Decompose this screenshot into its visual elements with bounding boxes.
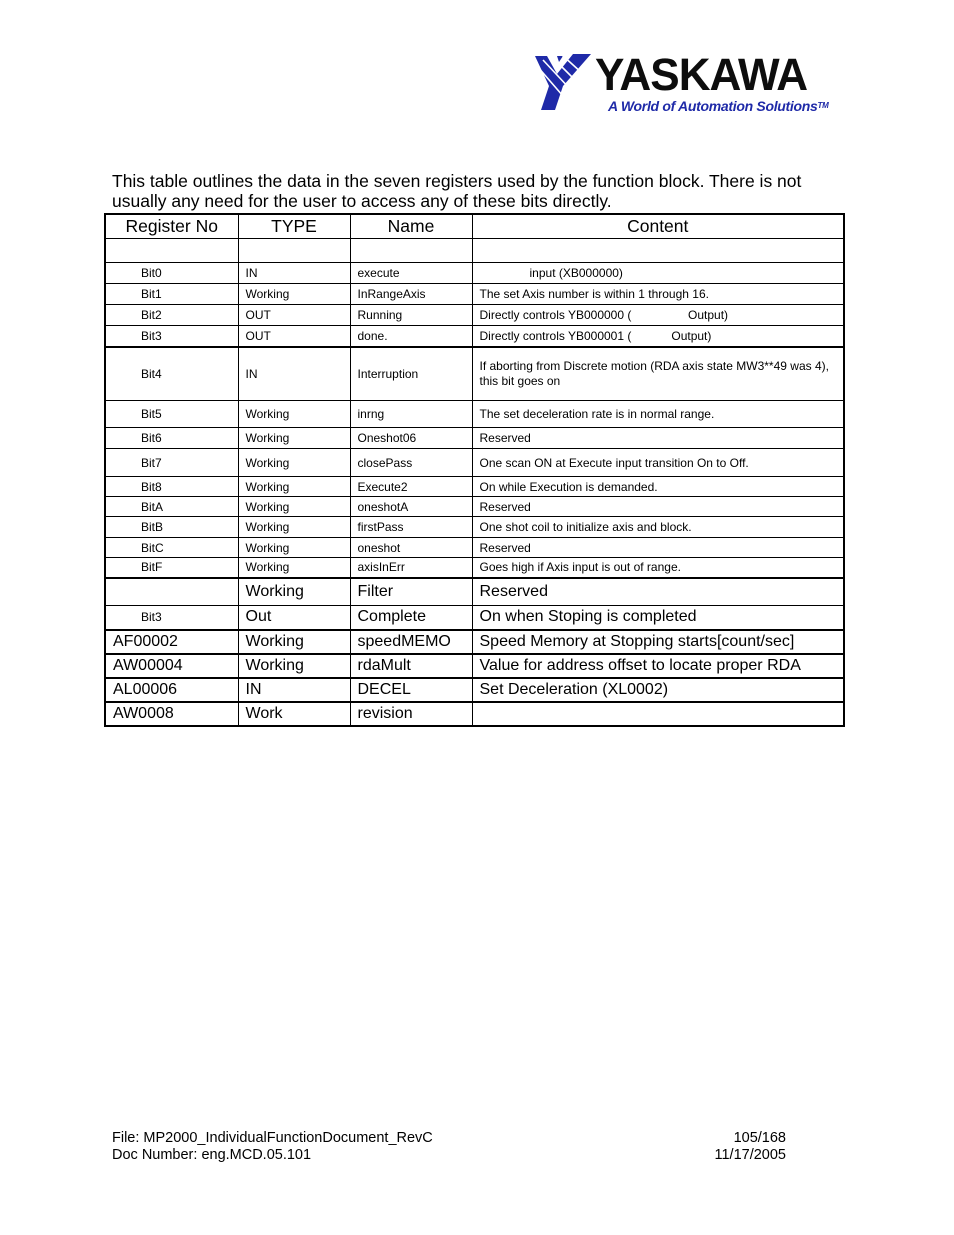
cell-register: AW0008	[105, 702, 238, 726]
cell-register: BitC	[105, 538, 238, 558]
cell-type: Working	[238, 284, 350, 305]
cell-content	[472, 239, 844, 263]
table-row	[105, 497, 844, 517]
cell-register	[105, 239, 238, 263]
cell-content: Goes high if Axis input is out of range.	[472, 558, 844, 578]
footer-file-name: File: MP2000_IndividualFunctionDocument_RevC	[112, 1130, 433, 1146]
cell-name: oneshotA	[350, 497, 472, 517]
cell-register: Bit3	[105, 326, 238, 347]
cell-content: Directly controls YB000001 ( Output)	[472, 326, 844, 347]
cell-register: Bit3	[105, 606, 238, 630]
trademark-mark: TM	[817, 101, 829, 110]
cell-name: oneshot	[350, 538, 472, 558]
cell-name: Oneshot06	[350, 428, 472, 449]
cell-register: Bit5	[105, 401, 238, 428]
header-register-no: Register No	[105, 214, 238, 239]
cell-type: OUT	[238, 305, 350, 326]
yaskawa-logo	[533, 49, 829, 118]
table-row	[105, 578, 844, 606]
header-content: Content	[472, 214, 844, 239]
cell-content: input (XB000000)	[472, 263, 844, 284]
cell-type: Work	[238, 702, 350, 726]
table-row	[105, 326, 844, 347]
table-row	[105, 630, 844, 654]
table-row	[105, 347, 844, 401]
cell-register: Bit7	[105, 449, 238, 477]
cell-type: OUT	[238, 326, 350, 347]
cell-name: axisInErr	[350, 558, 472, 578]
cell-register	[105, 578, 238, 606]
table-row	[105, 702, 844, 726]
cell-content: One scan ON at Execute input transition On to Off.	[472, 449, 844, 477]
cell-register: AL00006	[105, 678, 238, 702]
cell-type: IN	[238, 678, 350, 702]
table-row	[105, 239, 844, 263]
cell-type: Working	[238, 428, 350, 449]
table-row	[105, 654, 844, 678]
cell-type: Working	[238, 538, 350, 558]
cell-type: Working	[238, 449, 350, 477]
cell-type	[238, 239, 350, 263]
cell-content: On while Execution is demanded.	[472, 477, 844, 497]
cell-type: IN	[238, 263, 350, 284]
cell-name: Complete	[350, 606, 472, 630]
table-row	[105, 401, 844, 428]
cell-content: Reserved	[472, 578, 844, 606]
register-table	[104, 213, 845, 727]
cell-content: Value for address offset to locate proper RDA	[472, 654, 844, 678]
table-row	[105, 428, 844, 449]
cell-content: Reserved	[472, 538, 844, 558]
cell-name: Filter	[350, 578, 472, 606]
footer-doc-number: Doc Number: eng.MCD.05.101	[112, 1147, 312, 1163]
cell-type: Working	[238, 517, 350, 538]
cell-register: BitB	[105, 517, 238, 538]
intro-paragraph: This table outlines the data in the seven registers used by the function block. There is not usually any need for the user to access any of these bits directly.	[112, 171, 802, 211]
table-row	[105, 284, 844, 305]
cell-type: Working	[238, 578, 350, 606]
table-row	[105, 263, 844, 284]
cell-name: done.	[350, 326, 472, 347]
cell-register: Bit6	[105, 428, 238, 449]
header-type: TYPE	[238, 214, 350, 239]
cell-name: closePass	[350, 449, 472, 477]
cell-name: speedMEMO	[350, 630, 472, 654]
cell-content	[472, 702, 844, 726]
cell-name: firstPass	[350, 517, 472, 538]
cell-name: inrng	[350, 401, 472, 428]
cell-name: DECEL	[350, 678, 472, 702]
cell-register: Bit2	[105, 305, 238, 326]
cell-register: AW00004	[105, 654, 238, 678]
table-row	[105, 538, 844, 558]
cell-register: Bit4	[105, 347, 238, 401]
table-row	[105, 517, 844, 538]
cell-name: Execute2	[350, 477, 472, 497]
cell-content: Set Deceleration (XL0002)	[472, 678, 844, 702]
cell-type: Working	[238, 497, 350, 517]
cell-register: BitA	[105, 497, 238, 517]
cell-content: Reserved	[472, 428, 844, 449]
cell-content: On when Stoping is completed	[472, 606, 844, 630]
cell-content: If aborting from Discrete motion (RDA axis state MW3**49 was 4), this bit goes on	[472, 347, 844, 401]
cell-register: BitF	[105, 558, 238, 578]
cell-name: revision	[350, 702, 472, 726]
cell-name: Interruption	[350, 347, 472, 401]
cell-name: InRangeAxis	[350, 284, 472, 305]
table-row	[105, 678, 844, 702]
cell-content: The set deceleration rate is in normal range.	[472, 401, 844, 428]
cell-register: Bit1	[105, 284, 238, 305]
table-row	[105, 558, 844, 578]
header-name: Name	[350, 214, 472, 239]
cell-name: rdaMult	[350, 654, 472, 678]
cell-type: IN	[238, 347, 350, 401]
table-row	[105, 477, 844, 497]
brand-tagline: A World of Automation Solutions™	[608, 98, 829, 114]
cell-type: Out	[238, 606, 350, 630]
page-footer	[112, 1130, 786, 1164]
yaskawa-mark-icon	[533, 52, 599, 112]
table-header-row	[105, 214, 844, 239]
cell-type: Working	[238, 477, 350, 497]
footer-page-number: 105/168	[733, 1130, 786, 1146]
table-row	[105, 606, 844, 630]
cell-name	[350, 239, 472, 263]
cell-register: AF00002	[105, 630, 238, 654]
cell-content: The set Axis number is within 1 through 16.	[472, 284, 844, 305]
cell-type: Working	[238, 558, 350, 578]
cell-type: Working	[238, 654, 350, 678]
cell-type: Working	[238, 401, 350, 428]
cell-content: Directly controls YB000000 ( Output)	[472, 305, 844, 326]
cell-register: Bit8	[105, 477, 238, 497]
footer-date: 11/17/2005	[714, 1147, 786, 1163]
cell-content: One shot coil to initialize axis and block.	[472, 517, 844, 538]
table-row	[105, 449, 844, 477]
table-row	[105, 305, 844, 326]
cell-type: Working	[238, 630, 350, 654]
cell-content: Reserved	[472, 497, 844, 517]
cell-name: execute	[350, 263, 472, 284]
cell-content: Speed Memory at Stopping starts[count/sec]	[472, 630, 844, 654]
cell-register: Bit0	[105, 263, 238, 284]
cell-name: Running	[350, 305, 472, 326]
brand-name: YASKAWA	[595, 49, 808, 100]
